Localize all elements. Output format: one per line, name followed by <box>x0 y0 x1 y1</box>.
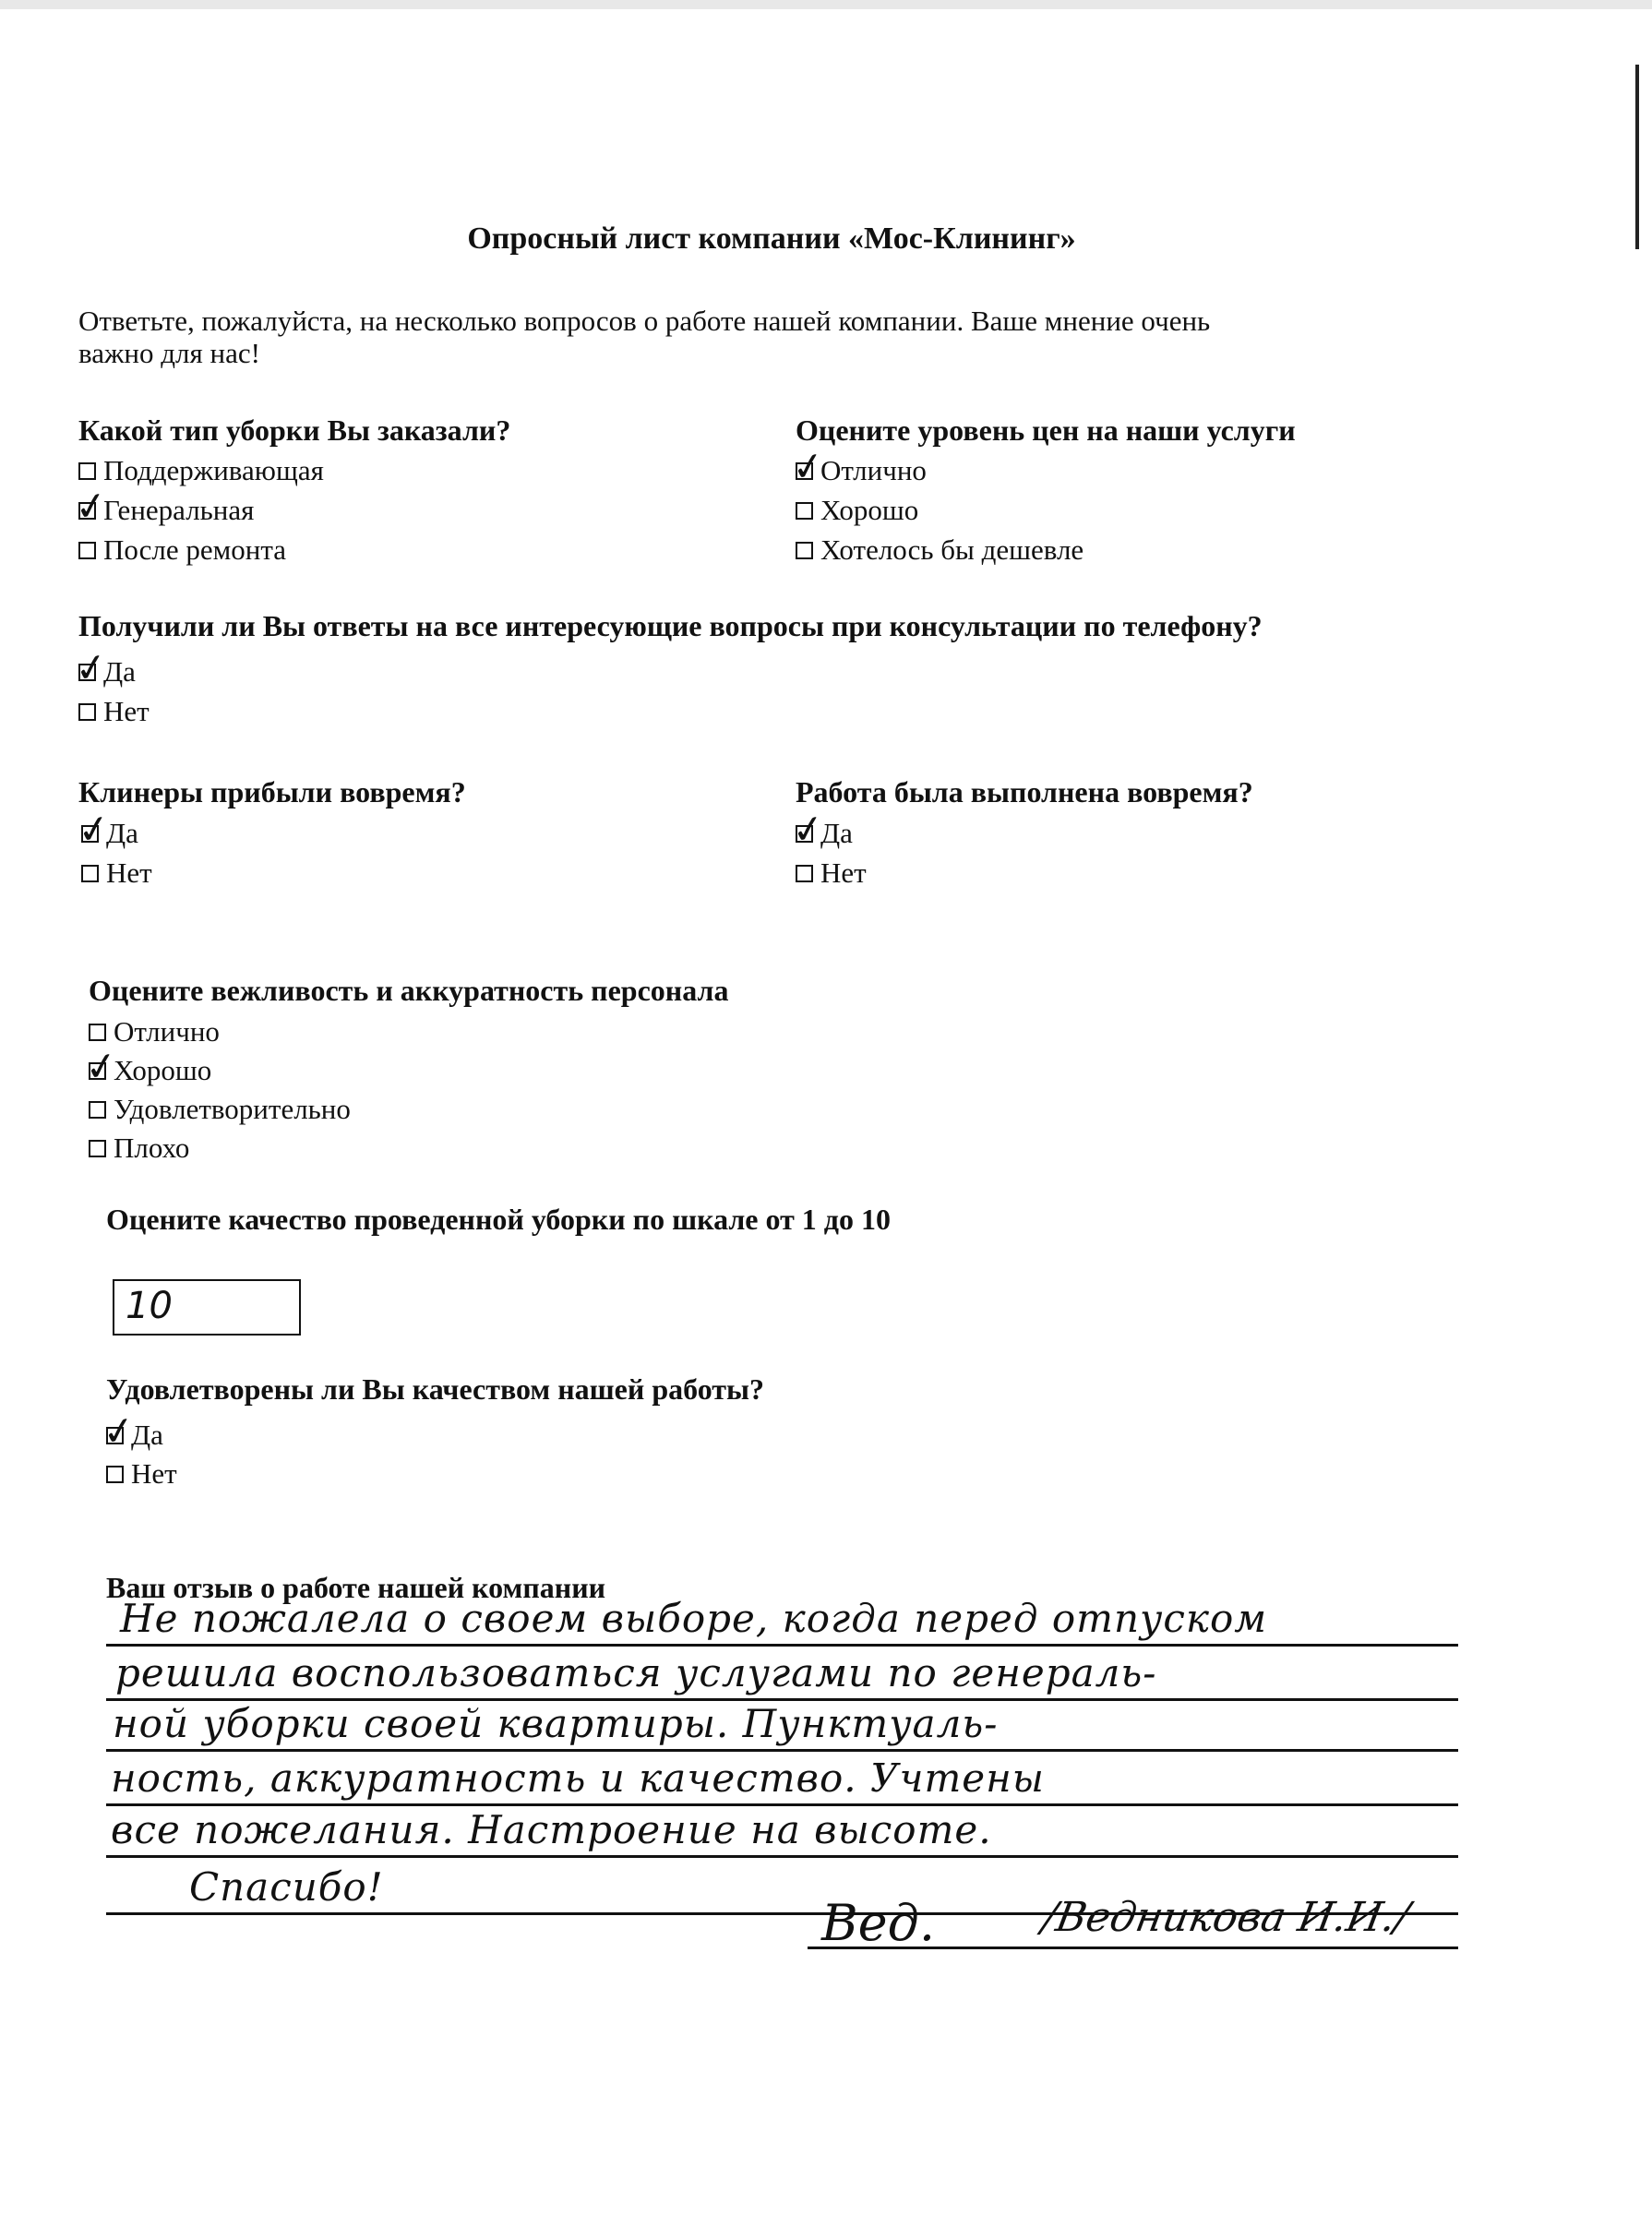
option-label: Поддерживающая <box>103 454 324 486</box>
q5-option[interactable] <box>788 805 853 855</box>
q3-option[interactable] <box>71 643 136 693</box>
q8-option[interactable] <box>99 1407 163 1456</box>
checkbox[interactable] <box>78 703 96 721</box>
checkmark-icon: ✓ <box>81 1042 121 1092</box>
q2-option[interactable] <box>788 442 927 492</box>
q7-label: Оцените качество проведенной уборки по шкале от 1 до 10 <box>106 1203 891 1236</box>
checkbox[interactable] <box>796 865 813 882</box>
feedback-handwritten-line: Спасибо! <box>189 1864 384 1910</box>
q4-option[interactable] <box>81 856 152 890</box>
option-label: Удовлетворительно <box>114 1093 351 1125</box>
checkbox[interactable] <box>81 865 99 882</box>
checkbox[interactable] <box>796 542 813 559</box>
feedback-rule-line <box>106 1749 1458 1752</box>
score-input[interactable] <box>113 1279 301 1336</box>
checkbox[interactable] <box>89 1024 106 1041</box>
feedback-handwritten-line: ной уборки своей квартиры. Пунктуаль- <box>113 1701 999 1746</box>
checkmark-icon: ✓ <box>71 482 111 532</box>
option-label: Отлично <box>820 454 927 486</box>
option-label: Да <box>106 817 138 849</box>
checkbox[interactable] <box>89 1101 106 1119</box>
q1-option[interactable] <box>78 533 286 567</box>
checked-checkbox[interactable] <box>99 1407 138 1456</box>
q5-label: Работа была выполнена вовремя? <box>796 775 1253 809</box>
option-label: Нет <box>103 695 150 727</box>
q6-option[interactable] <box>81 1042 212 1092</box>
checkbox[interactable] <box>78 542 96 559</box>
checked-checkbox[interactable] <box>788 442 828 492</box>
feedback-label: Ваш отзыв о работе нашей компании <box>106 1571 606 1604</box>
feedback-handwritten-line: ность, аккуратность и качество. Учтены <box>111 1755 1046 1801</box>
q2-label: Оцените уровень цен на наши услуги <box>796 413 1296 447</box>
q4-option[interactable] <box>74 805 138 855</box>
q4-label: Клинеры прибыли вовремя? <box>78 775 466 809</box>
feedback-rule-line <box>106 1803 1458 1806</box>
option-label: Да <box>103 655 136 688</box>
checkmark-icon: ✓ <box>99 1407 138 1456</box>
checkbox[interactable] <box>106 1466 124 1483</box>
option-label: Отлично <box>114 1015 220 1048</box>
feedback-handwritten-line: Не пожалела о своем выборе, когда перед отпуском <box>120 1596 1268 1641</box>
checked-checkbox[interactable] <box>71 482 111 532</box>
checkbox[interactable] <box>796 502 813 520</box>
option-label: Нет <box>820 856 867 889</box>
q5-option[interactable] <box>796 856 867 890</box>
score-value: 10 <box>126 1285 173 1327</box>
q3-label: Получили ли Вы ответы на все интересующие вопросы при консультации по телефону? <box>78 609 1263 642</box>
checked-checkbox[interactable] <box>74 805 114 855</box>
checkmark-icon: ✓ <box>788 805 828 855</box>
option-label: Хотелось бы дешевле <box>820 533 1084 566</box>
checkbox[interactable] <box>89 1140 106 1157</box>
q8-label: Удовлетворены ли Вы качеством нашей работы? <box>106 1372 764 1406</box>
option-label: Нет <box>106 856 152 889</box>
q8-option[interactable] <box>106 1457 177 1491</box>
signature-mark: Вед. <box>821 1894 936 1952</box>
feedback-handwritten-line: все пожелания. Настроение на высоте. <box>111 1807 992 1852</box>
form-title: Опросный лист компании «Мос-Клининг» <box>467 222 1076 256</box>
q6-option[interactable] <box>89 1132 189 1165</box>
feedback-rule-line <box>106 1644 1458 1647</box>
q1-label: Какой тип уборки Вы заказали? <box>78 413 511 447</box>
checked-checkbox[interactable] <box>81 1042 121 1092</box>
checkmark-icon: ✓ <box>74 805 114 855</box>
q1-option[interactable] <box>71 482 255 532</box>
q6-label: Оцените вежливость и аккуратность персонала <box>89 974 729 1007</box>
option-label: Да <box>131 1419 163 1451</box>
option-label: Да <box>820 817 853 849</box>
checked-checkbox[interactable] <box>788 805 828 855</box>
option-label: После ремонта <box>103 533 287 566</box>
option-label: Генеральная <box>103 494 255 526</box>
intro-line-2: важно для нас! <box>78 337 260 369</box>
feedback-rule-line <box>106 1855 1458 1858</box>
scan-top-edge <box>0 0 1652 9</box>
intro-line-1: Ответьте, пожалуйста, на несколько вопросов о работе нашей компании. Ваше мнение очень <box>78 305 1211 337</box>
feedback-handwritten-line: решила воспользоваться услугами по генераль- <box>115 1650 1157 1695</box>
option-label: Плохо <box>114 1132 190 1164</box>
checked-checkbox[interactable] <box>71 643 111 693</box>
q2-option[interactable] <box>796 494 918 527</box>
checkmark-icon: ✓ <box>788 442 828 492</box>
option-label: Хорошо <box>820 494 919 526</box>
signature-name: /Ведникова И.И./ <box>1038 1894 1414 1941</box>
q3-option[interactable] <box>78 695 150 728</box>
scan-edge-mark <box>1635 65 1639 249</box>
q1-option[interactable] <box>78 454 324 487</box>
checkmark-icon: ✓ <box>71 643 111 693</box>
q2-option[interactable] <box>796 533 1083 567</box>
option-label: Хорошо <box>114 1054 212 1086</box>
q6-option[interactable] <box>89 1093 351 1126</box>
option-label: Нет <box>131 1457 177 1490</box>
checkbox[interactable] <box>78 462 96 480</box>
